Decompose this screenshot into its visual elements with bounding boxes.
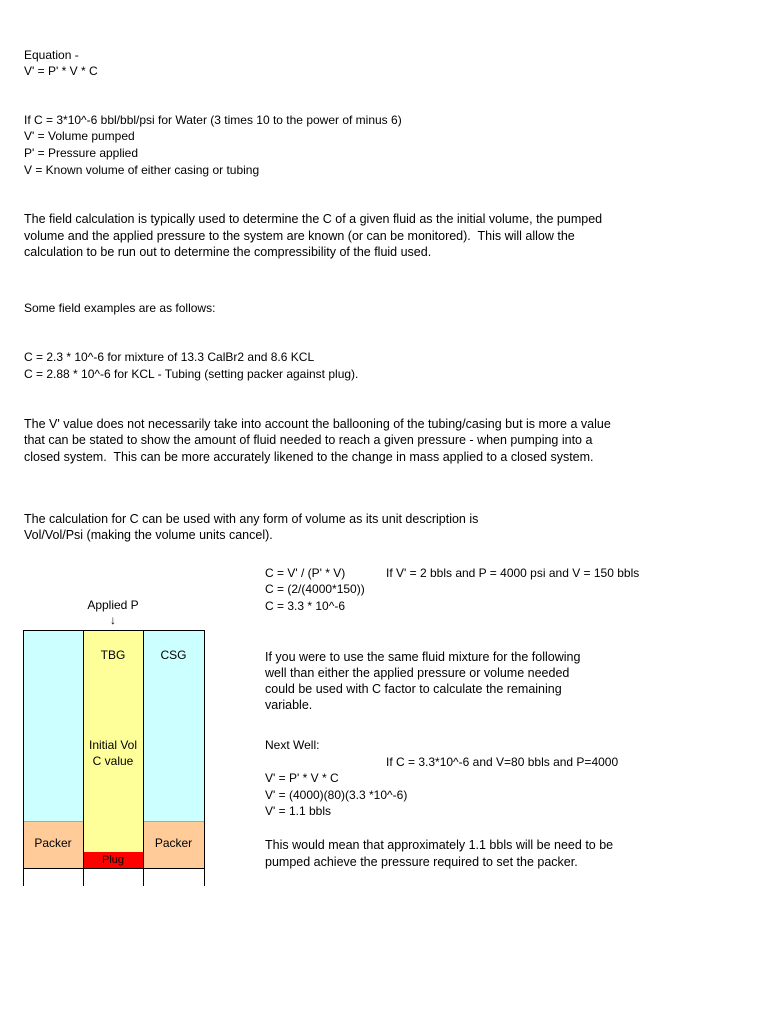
annulus-fluid-left xyxy=(23,631,83,821)
calc-line-2: C = (2/(4000*150)) xyxy=(265,582,365,596)
packer-left-label: Packer xyxy=(34,836,72,850)
equation-heading: Equation - xyxy=(24,48,79,62)
next-well-label: Next Well: xyxy=(265,738,320,752)
same-fluid-line-3: could be used with C factor to calculate the remaining xyxy=(265,682,562,696)
conclusion-line-1: This would mean that approximately 1.1 bbls will be need to be xyxy=(265,838,614,852)
top-line xyxy=(23,630,205,631)
conclusion-line-2: pumped achieve the pressure required to set the packer. xyxy=(265,855,578,869)
csg-label: CSG xyxy=(160,648,187,662)
tbg-label: TBG xyxy=(100,648,126,662)
equation-formula: V' = P' * V * C xyxy=(24,64,98,78)
bottom-line xyxy=(23,868,205,869)
definition-v-prime: V' = Volume pumped xyxy=(24,129,135,143)
example-2: C = 2.88 * 10^-6 for KCL - Tubing (setting packer against plug). xyxy=(24,367,359,381)
definition-c-water: If C = 3*10^-6 bbl/bbl/psi for Water (3 times 10 to the power of minus 6) xyxy=(24,113,402,127)
packer-left-top-edge xyxy=(23,821,83,822)
examples-intro: Some field examples are as follows: xyxy=(24,301,216,315)
next-well-line-3: V' = 1.1 bbls xyxy=(265,804,331,818)
same-fluid-line-2: well than either the applied pressure or volume needed xyxy=(265,666,570,680)
packer-right-top-edge xyxy=(143,821,205,822)
outer-wall-right xyxy=(204,630,205,886)
v-prime-note-line-2: that can be stated to show the amount of fluid needed to reach a given pressure - when pumping into a xyxy=(24,433,593,447)
next-well-line-2: V' = (4000)(80)(3.3 *10^-6) xyxy=(265,788,408,802)
down-arrow-icon: ↓ xyxy=(110,613,116,627)
v-prime-note-line-3: closed system. This can be more accurately likened to the change in mass applied to a closed system. xyxy=(24,450,594,464)
next-well-line-1: V' = P' * V * C xyxy=(265,771,339,785)
units-note-line-2: Vol/Vol/Psi (making the volume units cancel). xyxy=(24,528,273,542)
calc-condition: If V' = 2 bbls and P = 4000 psi and V = 150 bbls xyxy=(386,566,640,580)
initial-vol-label: Initial Vol xyxy=(88,738,138,752)
calc-line-3: C = 3.3 * 10^-6 xyxy=(265,599,346,613)
packer-right-label: Packer xyxy=(154,836,193,850)
next-well-condition: If C = 3.3*10^-6 and V=80 bbls and P=4000 xyxy=(386,755,619,769)
definition-p-prime: P' = Pressure applied xyxy=(24,146,139,160)
plug-label: Plug xyxy=(101,854,125,866)
example-1: C = 2.3 * 10^-6 for mixture of 13.3 CalBr2 and 8.6 KCL xyxy=(24,350,315,364)
calc-line-1: C = V' / (P' * V) xyxy=(265,566,346,580)
same-fluid-line-4: variable. xyxy=(265,698,313,712)
same-fluid-line-1: If you were to use the same fluid mixture for the following xyxy=(265,650,581,664)
field-calc-line-3: calculation to be run out to determine the compressibility of the fluid used. xyxy=(24,245,432,259)
field-calc-line-2: volume and the applied pressure to the system are known (or can be monitored). This will allow the xyxy=(24,229,575,243)
field-calc-line-1: The field calculation is typically used to determine the C of a given fluid as the initial volume, the pumped xyxy=(24,212,603,226)
units-note-line-1: The calculation for C can be used with any form of volume as its unit description is xyxy=(24,512,479,526)
c-value-label: C value xyxy=(92,754,134,768)
applied-pressure-label: Applied P xyxy=(87,598,139,612)
v-prime-note-line-1: The V' value does not necessarily take into account the ballooning of the tubing/casing but is more a value xyxy=(24,417,611,431)
definition-v: V = Known volume of either casing or tubing xyxy=(24,163,260,177)
